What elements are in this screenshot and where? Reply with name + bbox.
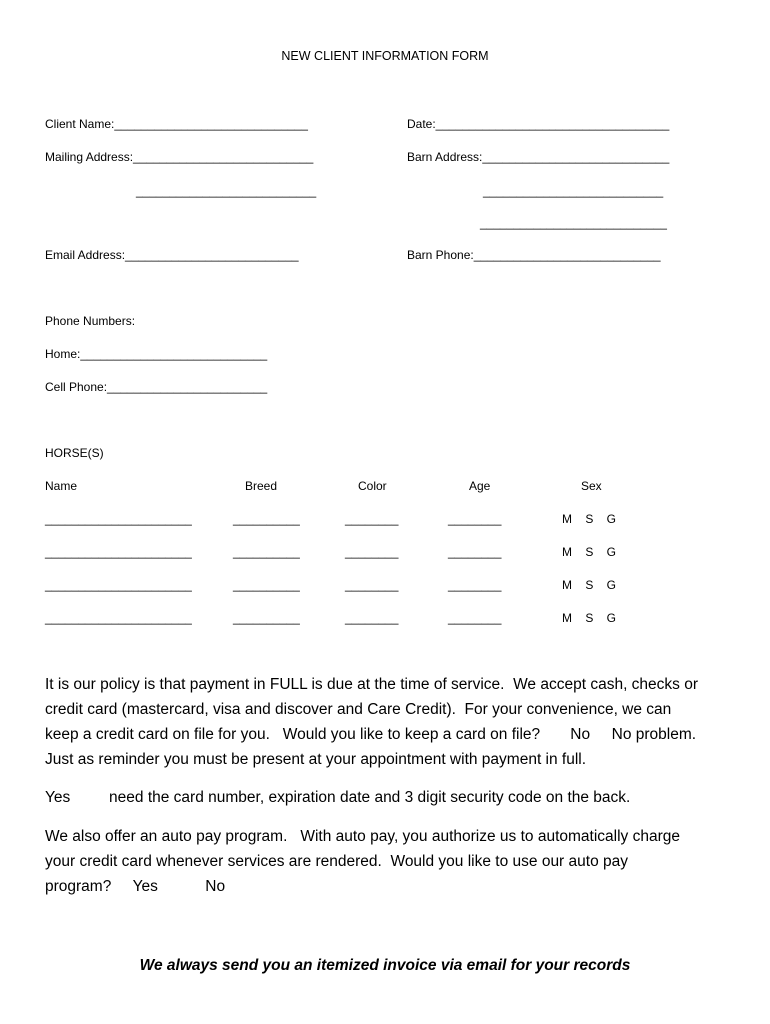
- cell-phone-field[interactable]: Cell Phone:________________________: [45, 380, 268, 394]
- email-address-field[interactable]: Email Address:__________________________: [45, 248, 299, 262]
- horse-sex-options[interactable]: M S G: [562, 545, 617, 559]
- horse-breed-field[interactable]: __________: [233, 611, 300, 625]
- horses-label: HORSE(S): [45, 446, 104, 460]
- phone-numbers-label: Phone Numbers:: [45, 314, 136, 328]
- horse-breed-field[interactable]: __________: [233, 578, 300, 592]
- horse-age-field[interactable]: ________: [448, 578, 502, 592]
- policy-line: Just as reminder you must be present at your appointment with payment in full.: [45, 751, 587, 768]
- mailing-address-line-2[interactable]: ___________________________: [136, 184, 317, 198]
- card-on-file-yes-line: Yes need the card number, expiration date and 3 digit security code on the back.: [45, 789, 631, 806]
- horse-name-field[interactable]: ______________________: [45, 545, 192, 559]
- form-title: NEW CLIENT INFORMATION FORM: [281, 49, 489, 63]
- barn-address-field[interactable]: Barn Address:____________________________: [407, 150, 670, 164]
- client-name-field[interactable]: Client Name:_____________________________: [45, 117, 308, 131]
- header-breed: Breed: [245, 479, 278, 493]
- horse-color-field[interactable]: ________: [345, 578, 399, 592]
- horse-color-field[interactable]: ________: [345, 611, 399, 625]
- horse-sex-options[interactable]: M S G: [562, 611, 617, 625]
- policy-line: It is our policy is that payment in FULL is due at the time of service. We accept cash, checks or: [45, 676, 699, 693]
- mailing-address-field[interactable]: Mailing Address:___________________________: [45, 150, 314, 164]
- horse-name-field[interactable]: ______________________: [45, 512, 192, 526]
- horse-color-field[interactable]: ________: [345, 545, 399, 559]
- horse-sex-options[interactable]: M S G: [562, 578, 617, 592]
- horse-age-field[interactable]: ________: [448, 512, 502, 526]
- header-name: Name: [45, 479, 78, 493]
- horse-breed-field[interactable]: __________: [233, 512, 300, 526]
- barn-address-line-2[interactable]: ___________________________: [483, 184, 664, 198]
- header-sex: Sex: [581, 479, 602, 493]
- horse-breed-field[interactable]: __________: [233, 545, 300, 559]
- header-color: Color: [358, 479, 387, 493]
- home-phone-field[interactable]: Home:____________________________: [45, 347, 268, 361]
- horse-age-field[interactable]: ________: [448, 611, 502, 625]
- horse-age-field[interactable]: ________: [448, 545, 502, 559]
- policy-line: credit card (mastercard, visa and discover and Care Credit). For your convenience, we can: [45, 701, 672, 718]
- policy-line: keep a credit card on file for you. Would you like to keep a card on file? No No problem.: [45, 726, 697, 743]
- autopay-line: We also offer an auto pay program. With auto pay, you authorize us to automatically charge: [45, 828, 680, 845]
- horse-name-field[interactable]: ______________________: [45, 611, 192, 625]
- horse-name-field[interactable]: ______________________: [45, 578, 192, 592]
- invoice-note: We always send you an itemized invoice via email for your records: [139, 957, 631, 974]
- autopay-line: program? Yes No: [45, 878, 226, 895]
- horse-sex-options[interactable]: M S G: [562, 512, 617, 526]
- horse-color-field[interactable]: ________: [345, 512, 399, 526]
- autopay-line: your credit card whenever services are rendered. Would you like to use our auto pay: [45, 853, 628, 870]
- header-age: Age: [469, 479, 491, 493]
- date-field[interactable]: Date:___________________________________: [407, 117, 670, 131]
- barn-address-line-3[interactable]: ____________________________: [480, 216, 667, 230]
- barn-phone-field[interactable]: Barn Phone:____________________________: [407, 248, 661, 262]
